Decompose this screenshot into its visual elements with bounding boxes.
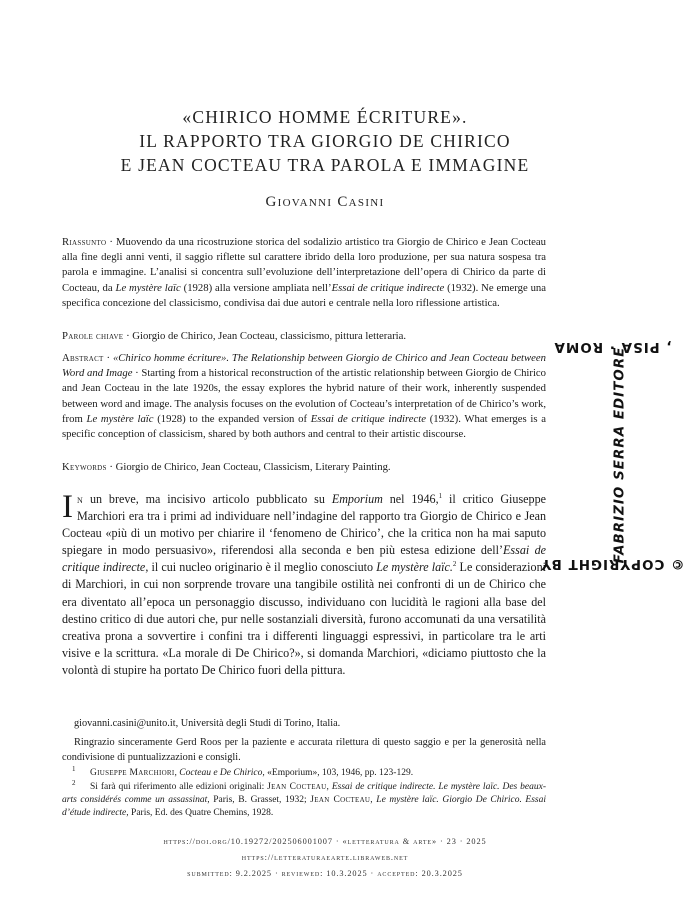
- title-line: «CHIRICO HOMME ÉCRITURE».: [182, 107, 468, 127]
- author-affiliation: giovanni.casini@unito.it, Università degli Studi di Torino, Italia.: [74, 718, 341, 729]
- doi-line[interactable]: https://doi.org/10.19272/202506001007 · «letteratura & arte» · 23 · 2025: [163, 837, 487, 846]
- title-line: IL RAPPORTO TRA GIORGIO DE CHIRICO: [139, 131, 511, 151]
- drop-cap: I: [62, 489, 73, 525]
- keywords-label: Keywords: [62, 461, 107, 473]
- body-paragraph: In un breve, ma incisivo articolo pubblicato su Emporium nel 1946,$^1$ il critico Giuseppe Marchiori era tra i primi ad individuare nell’indagine del rapporto tra Giorgio de Chirico e Jean Cocteau «più di un motivo per chiarire il ‘fenomeno de Chirico’, che la critica non ha mai saputo spiegare in modo persuasivo», riferendosi alla seconda e ben più estesa edizione dell’Essai de critique indirecte, il cui nucleo originario è il meglio conosciuto Le mystère laïc.$^2$ Le considerazioni di Marchiori, in cui non sorprende trovare una tangibile ostilità nei confronti di un de Chirico che era diventato all’epoca un personaggio discusso, individuano con lucidità le ragioni alla base del destino critico di due autori che, pur nelle sostanziali diversità, furono accomunati da una versatilità creativa prona a sovvertire i confini tra i differenti linguaggi espressivi, in particolare tra le arti visive e la scrittura. «La morale di De Chirico?», si domanda Marchiori, «diciamo piuttosto che la volontà di stupire ha portato De Chirico fuori della pittura.: [62, 489, 546, 677]
- footnote-ref[interactable]: 1: [438, 491, 443, 500]
- parole-chiave-label: Parole chiave: [62, 330, 124, 342]
- parole-chiave: Parole chiave · Giorgio de Chirico, Jean Cocteau, classicismo, pittura letteraria.: [62, 330, 407, 342]
- riassunto: Riassunto · Muovendo da una ricostruzione storica del sodalizio artistico tra Giorgio de Chirico e Jean Cocteau alla fine degli anni venti, il saggio riflette sul carattere ibrido della loro produzione, per sua natura sospesa tra parola e immagine. L’analisi si concentra sull’evoluzione dell’interpretazione dell’opera di Chirico da parte di Cocteau, da Le mystère laïc (1928) alla versione ampliata nell’Essai de critique indirecte (1932). Ne emerge una specifica concezione del classicismo, condivisa dai due autori e centrale nella loro riflessione artistica.: [62, 236, 546, 309]
- journal-url[interactable]: https://letteraturaearte.libraweb.net: [241, 853, 409, 862]
- abstract: Abstract · «Chirico homme écriture». The Relationship between Giorgio de Chirico and Jean Cocteau between Word and Image · Starting from a historical reconstruction of the artistic relationship between Giorgio de Chirico and Jean Cocteau in the late 1920s, the essay explores the hybrid nature of their work, inherently suspended between word and image. The analysis focuses on the evolution of Cocteau’s interpretation of de Chirico’s work, from Le mystère laïc (1928) to the expanded version of Essai de critique indirecte (1932). What emerges is a specific conception of classicism, shared by both authors and central to their artistic discourse.: [62, 352, 547, 441]
- footnote-2: $^2$ Si farà qui riferimento alle edizioni originali: Jean Cocteau, Essai de critique indirecte. Le mystère laïc. Des beaux-arts considérés comme un assassinat, Paris, B. Grasset, 1932; Jean Cocteau, Le mystère laïc. Giorgio De Chirico. Essai d’étude indirecte, Paris, Ed. des Quatre Chemins, 1928.: [62, 778, 547, 819]
- submission-dates: submitted: 9.2.2025 · reviewed: 10.3.2025 · accepted: 20.3.2025: [187, 869, 463, 878]
- publisher-name: FABRIZIO SERRA EDITORE: [612, 346, 628, 564]
- acknowledgment: Ringrazio sinceramente Gerd Roos per la paziente e accurata rilettura di questo saggio e per la generosità nella condivisione di puntualizzazioni e consigli.: [62, 737, 546, 763]
- footnote-ref[interactable]: 2: [452, 560, 457, 569]
- footnote-1: $^1$ Giuseppe Marchiori, Cocteau e De Chirico, «Emporium», 103, 1946, pp. 123-129.: [72, 764, 414, 778]
- article-title: [0, 105, 650, 177]
- author-name: Giovanni Casini: [265, 194, 385, 210]
- riassunto-label: Riassunto: [62, 236, 107, 248]
- abstract-label: Abstract: [62, 352, 104, 364]
- keywords: Keywords · Giorgio de Chirico, Jean Cocteau, Classicism, Literary Painting.: [62, 461, 391, 473]
- title-line: E JEAN COCTEAU TRA PAROLA E IMMAGINE: [120, 155, 530, 175]
